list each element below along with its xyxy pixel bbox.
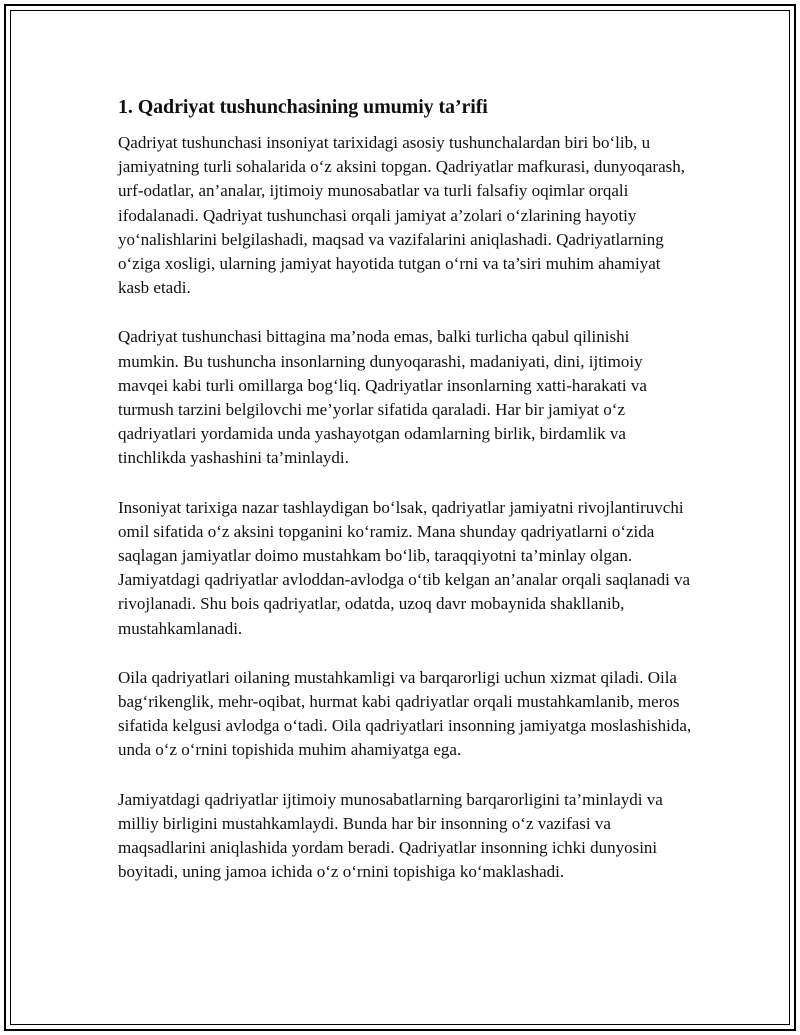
document-body [118,94,692,909]
paragraph-1: Qadriyat tushunchasi insoniyat tarixidagi asosiy tushunchalardan biri bo‘lib, u jamiyatning turli sohalarida o‘z aksini topgan. Qadriyatlar mafkurasi, dunyoqarash, urf-odatlar, an’analar, ijtimoiy munosabatlar va turli falsafiy oqimlar orqali ifodalanadi. Qadriyat tushunchasi orqali jamiyat a’zolari o‘zlarining hayotiy yo‘nalishlarini belgilashadi, maqsad va vazifalarini aniqlashadi. Qadriyatlarning o‘ziga xosligi, ularning jamiyat hayotida tutgan o‘rni va ta’siri muhim ahamiyat kasb etadi. [118,133,685,298]
paragraph-3: Insoniyat tarixiga nazar tashlaydigan bo‘lsak, qadriyatlar jamiyatni rivojlantiruvchi omil sifatida o‘z aksini topganini ko‘ramiz. Mana shunday qadriyatlarni o‘zida saqlagan jamiyatlar doimo mustahkam bo‘lib, taraqqiyotni ta’minlay olgan. Jamiyatdagi qadriyatlar avloddan-avlodga o‘tib kelgan an’analar orqali saqlanadi va rivojlanadi. Shu bois qadriyatlar, odatda, uzoq davr mobaynida shakllanib, mustahkamlanadi. [118,497,691,638]
section-heading: 1. Qadriyat tushunchasining umumiy ta’rifi [118,96,488,118]
paragraph-4: Oila qadriyatlari oilaning mustahkamligi va barqarorligi uchun xizmat qiladi. Oila bag‘rikenglik, mehr-oqibat, hurmat kabi qadriyatlar orqali mustahkamlanib, meros sifatida kelgusi avlodga o‘tadi. Oila qadriyatlari insonning jamiyatga moslashishida, unda o‘z o‘rnini topishida muhim ahamiyatga ega. [118,667,692,760]
paragraph-5: Jamiyatdagi qadriyatlar ijtimoiy munosabatlarning barqarorligini ta’minlaydi va milliy birligini mustahkamlaydi. Bunda har bir insonning o‘z vazifasi va maqsadlarini aniqlashida yordam beradi. Qadriyatlar insonning ichki dunyosini boyitadi, uning jamoa ichida o‘z o‘rnini topishiga ko‘maklashadi. [118,789,663,882]
paragraph-2: Qadriyat tushunchasi bittagina ma’noda emas, balki turlicha qabul qilinishi mumkin. Bu tushuncha insonlarning dunyoqarashi, madaniyati, dini, ijtimoiy mavqei kabi turli omillarga bog‘liq. Qadriyatlar insonlarning xatti-harakati va turmush tarzini belgilovchi me’yorlar sifatida qaraladi. Har bir jamiyat o‘z qadriyatlari yordamida unda yashayotgan odamlarning birlik, birdamlik va tinchlikda yashashini ta’minlaydi. [118,327,647,468]
